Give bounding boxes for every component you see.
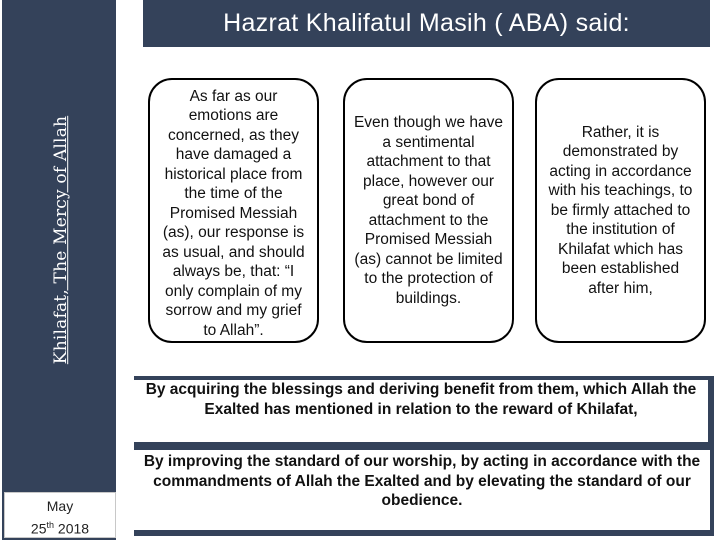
page-title: Hazrat Khalifatul Masih ( ABA) said:: [223, 9, 630, 37]
date-month: May: [46, 498, 74, 514]
date-box: [4, 492, 116, 538]
quote-card-1-text: As far as our emotions are concerned, as they have damaged a historical place from the time of the Promised Messiah (as), our response is as usual, and should always be, that: “I only complain of my sorrow and my grief to Allah”.: [162, 87, 305, 339]
statement-worship: By improving the standard of our worship, by acting in accordance with the commandments of Allah the Exalted and by elevating the standard of our obedience.: [134, 450, 710, 530]
quote-card-2-text: Even though we have a sentimental attachment to that place, however our great bond of attachment to the Promised Messiah (as) cannot be limited to the protection of buildings.: [353, 114, 504, 307]
date-day-year: [5, 516, 115, 539]
quote-card-2: [343, 78, 514, 343]
date-suffix: th: [46, 520, 55, 530]
quote-card-3: [535, 78, 706, 343]
sidebar-title: Khilafat, The Mercy of Allah: [51, 115, 71, 365]
date-day: 25: [30, 520, 47, 537]
statement-blessings: By acquiring the blessings and deriving benefit from them, which Allah the Exalted has mentioned in relation to the reward of Khilafat,: [134, 380, 710, 442]
sidebar-title-wrap: [38, 100, 84, 380]
sidebar: [0, 0, 120, 540]
quote-card-1: [148, 78, 319, 343]
header-banner: [143, 0, 710, 47]
date-year: 2018: [57, 520, 90, 537]
quote-card-3-text: Rather, it is demonstrated by acting in accordance with his teachings, to be firmly attached to the institution of Khilafat which has been established after him,: [548, 123, 693, 297]
